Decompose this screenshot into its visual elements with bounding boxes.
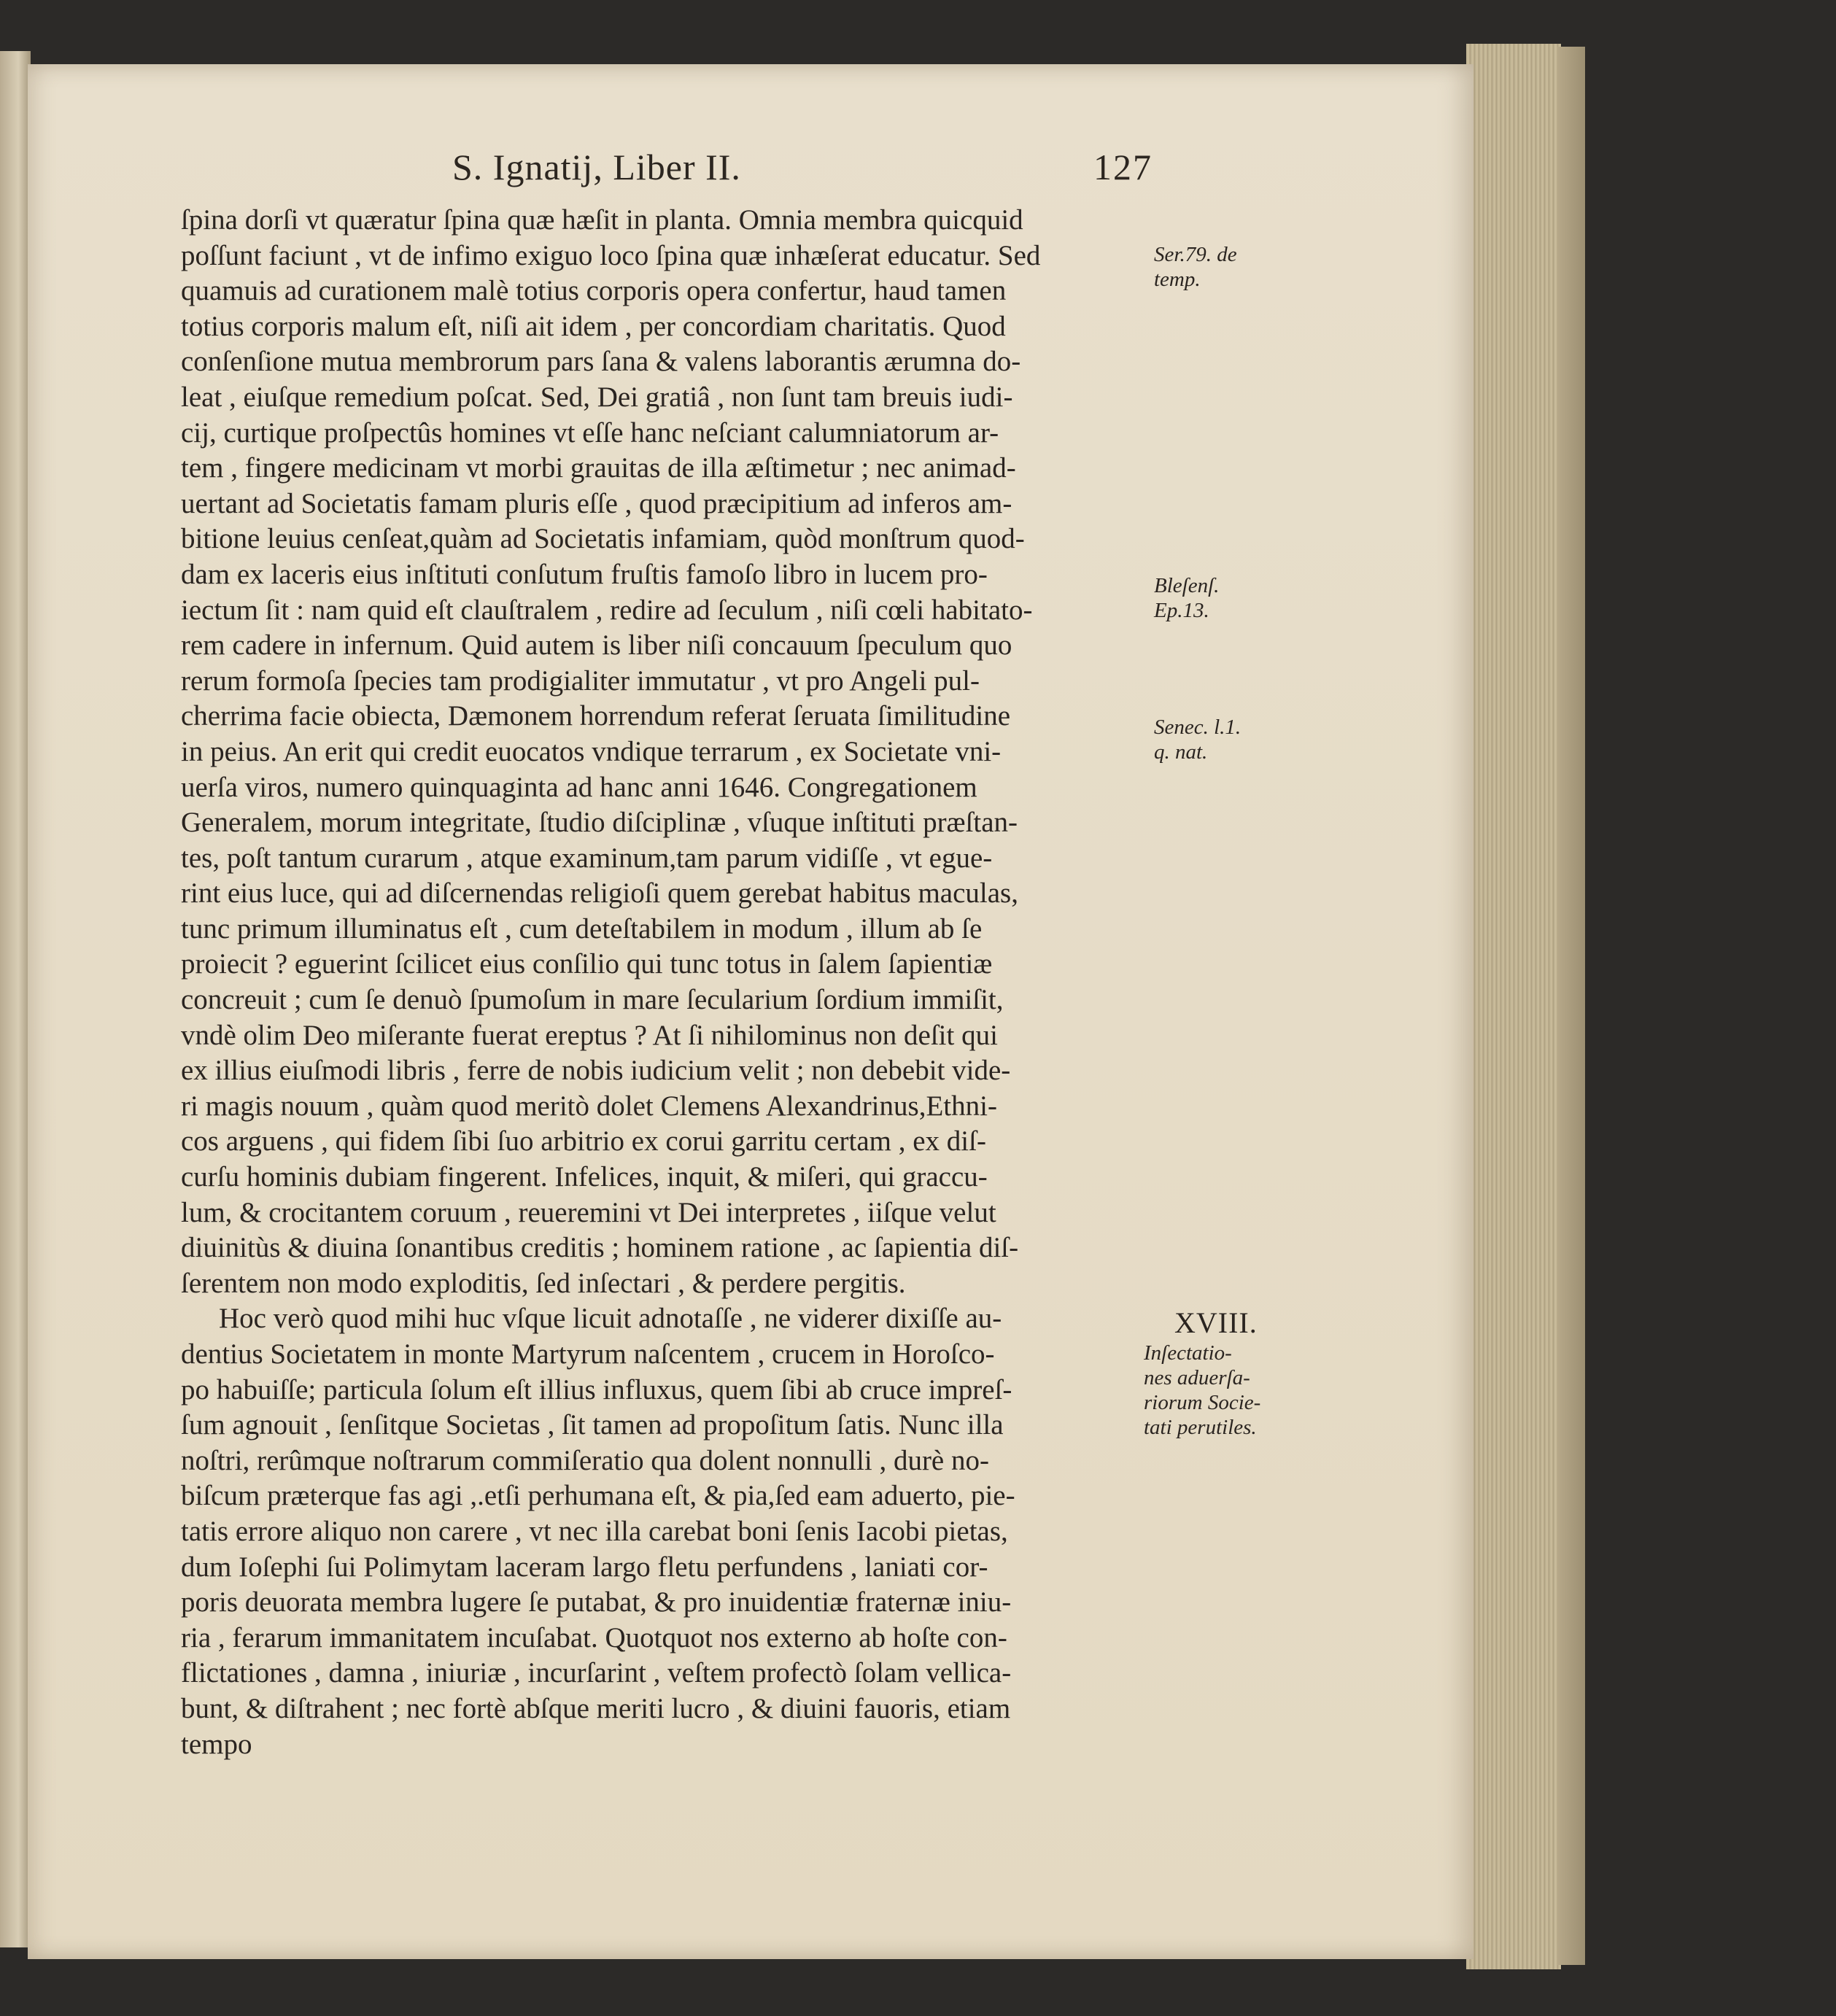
text-line: bunt, & diſtrahent ; nec fortè abſque meriti lucro , & diuini fauoris, etiam: [181, 1692, 1011, 1724]
text-line: flictationes , damna , iniuriæ , incurſarint , veſtem profectò ſolam vellica-: [181, 1657, 1012, 1689]
text-line: tes, poſt tantum curarum , atque examinum,tam parum vidiſſe , vt egue-: [181, 842, 993, 874]
text-line: proiecit ? eguerint ſcilicet eius conſilio qui tunc totus in ſalem ſapientiæ: [181, 948, 993, 980]
text-line: cherrima facie obiecta, Dæmonem horrendum referat ſeruata ſimilitudine: [181, 700, 1011, 732]
margin-note-seneca: Senec. l.1. q. nat.: [1154, 716, 1242, 764]
text-line: leat , eiuſque remedium poſcat. Sed, Dei gratiâ , non ſunt tam breuis iudi-: [181, 381, 1013, 413]
text-line: totius corporis malum eſt, niſi ait idem , per concordiam charitatis. Quod: [181, 310, 1006, 342]
text-line: cos arguens , qui fidem ſibi ſuo arbitrio ex corui garritu certam , ex diſ-: [181, 1125, 986, 1158]
text-line: in peius. An erit qui credit euocatos vndique terrarum , ex Societate vni-: [181, 735, 1002, 767]
text-line: poris deuorata membra lugere ſe putabat, & pro inuidentiæ fraternæ iniu-: [181, 1586, 1012, 1618]
text-line: noſtri, rerûmque noſtrarum commiſeratio qua dolent nonnulli , durè no-: [181, 1444, 989, 1476]
page-header: [452, 146, 1153, 190]
text-line: ri magis nouum , quàm quod meritò dolet Clemens Alexandrinus,Ethni-: [181, 1090, 997, 1122]
text-line: tempo: [181, 1728, 252, 1760]
running-title: S. Ignatij, Liber II.: [452, 147, 741, 187]
section-summary: Inſectatio- nes aduerſa- riorum Socie- tati perutiles.: [1144, 1341, 1261, 1439]
text-line: dentius Societatem in monte Martyrum naſcentem , crucem in Horoſco-: [181, 1338, 995, 1370]
text-line: tunc primum illuminatus eſt , cum deteſtabilem in modum , illum ab ſe: [181, 912, 983, 945]
page-number: 127: [1093, 147, 1153, 187]
text-line: rint eius luce, qui ad diſcernendas religioſi quem gerebat habitus maculas,: [181, 877, 1018, 910]
text-line: po habuiſſe; particula ſolum eſt illius influxus, quem ſibi ab cruce impreſ-: [181, 1373, 1012, 1406]
text-line: ſum agnouit , ſenſitque Societas , ſit tamen ad propoſitum ſatis. Nunc illa: [181, 1409, 1004, 1441]
text-line: ſpina dorſi vt quæratur ſpina quæ hæſit in planta. Omnia membra quicquid: [181, 204, 1023, 236]
text-line: vndè olim Deo miſerante fuerat ereptus ? At ſi nihilominus non deſit qui: [181, 1019, 998, 1051]
text-line: diuinitùs & diuina ſonantibus creditis ; hominem ratione , ac ſapientia diſ-: [181, 1232, 1019, 1264]
text-line: iectum ſit : nam quid eſt clauſtralem , redire ad ſeculum , niſi cœli habitato-: [181, 594, 1033, 626]
margin-note-blesensis: Bleſenſ. Ep.13.: [1154, 574, 1220, 622]
text-line: concreuit ; cum ſe denuò ſpumoſum in mare ſecularium ſordium immiſit,: [181, 984, 1004, 1016]
text-line: bitione leuius cenſeat,quàm ad Societatis infamiam, quòd monſtrum quod-: [181, 523, 1025, 555]
text-line: dam ex laceris eius inſtituti conſutum fruſtis famoſo libro in lucem pro-: [181, 558, 988, 590]
text-line: biſcum præterque fas agi ,.etſi perhumana eſt, & pia,ſed eam aduerto, pie-: [181, 1480, 1015, 1512]
body-text: [181, 203, 1144, 1798]
catchword: [181, 1762, 1144, 1798]
text-line: conſenſione mutua membrorum pars ſana & valens laborantis ærumna do-: [181, 346, 1021, 378]
text-line: dum Ioſephi ſui Polimytam laceram largo fletu perfundens , laniati cor-: [181, 1551, 988, 1583]
text-line: curſu hominis dubiam fingerent. Infelices, inquit, & miſeri, qui graccu-: [181, 1161, 988, 1193]
section-number: XVIII.: [1174, 1306, 1258, 1339]
text-line: rerum formoſa ſpecies tam prodigialiter immutatur , vt pro Angeli pul-: [181, 664, 980, 697]
text-line: Generalem, morum integritate, ſtudio diſciplinæ , vſuque inſtituti præſtan-: [181, 807, 1018, 839]
text-line: rem cadere in infernum. Quid autem is liber niſi concauum ſpeculum quo: [181, 629, 1012, 662]
margin-note-sermon: Ser.79. de temp.: [1154, 243, 1237, 291]
text-line: ſerentem non modo exploditis, ſed inſectari , & perdere pergitis.: [181, 1267, 906, 1299]
left-page-edge: [0, 51, 31, 1947]
text-line: Hoc verò quod mihi huc vſque licuit adnotaſſe , ne viderer dixiſſe au-: [219, 1303, 1002, 1335]
text-line: uertant ad Societatis famam pluris eſſe , quod præcipitium ad inferos am-: [181, 487, 1012, 519]
text-line: ex illius eiuſmodi libris , ferre de nobis iudicium velit ; non debebit vide-: [181, 1055, 1011, 1087]
text-line: poſſunt faciunt , vt de infimo exiguo loco ſpina quæ inhæſerat educatur. Sed: [181, 239, 1041, 271]
text-line: lum, & crocitantem coruum , reueremini vt Dei interpretes , iiſque velut: [181, 1196, 996, 1228]
text-line: tem , fingere medicinam vt morbi grauitas de illa æſtimetur ; nec animad-: [181, 452, 1016, 484]
text-line: cij, curtique proſpectûs homines vt eſſe hanc neſciant calumniatorum ar-: [181, 416, 999, 449]
text-line: tatis errore aliquo non carere , vt nec illa carebat boni ſenis Iacobi pietas,: [181, 1515, 1008, 1547]
text-line: ria , ferarum immanitatem incuſabat. Quotquot nos externo ab hoſte con-: [181, 1621, 1007, 1653]
text-line: uerſa viros, numero quinquaginta ad hanc anni 1646. Congregationem: [181, 771, 977, 803]
book-fore-edge: [1557, 47, 1585, 1965]
page-edges: [1466, 44, 1561, 1969]
text-line: quamuis ad curationem malè totius corporis opera confertur, haud tamen: [181, 275, 1007, 307]
